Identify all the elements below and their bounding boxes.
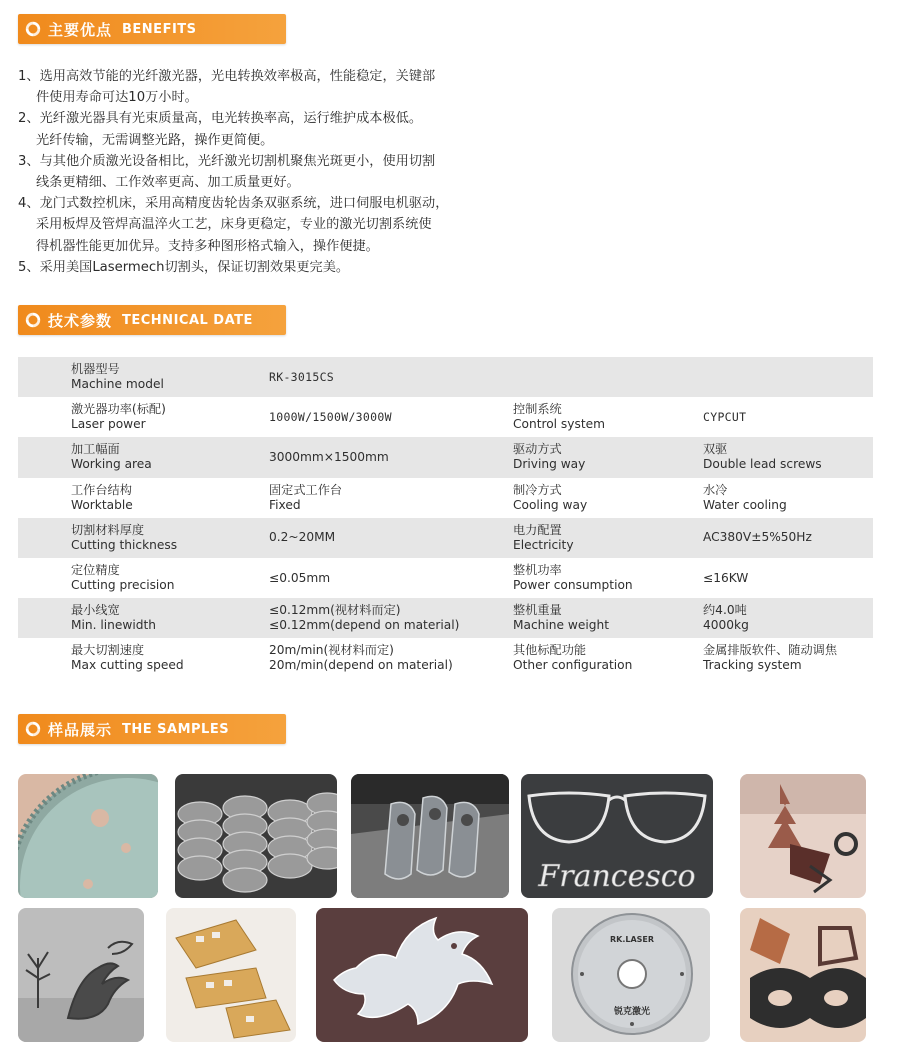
samples-header xyxy=(18,714,286,744)
spec-text: Min. linewidth xyxy=(71,618,156,633)
spec-label-right xyxy=(513,598,609,638)
benefit-item: 3、与其他介质激光设备相比，光纤激光切割机聚焦光斑更小，使用切割 线条更精细、工作效率更高、加工质量更好。 xyxy=(18,153,436,191)
spec-text: 机器型号 xyxy=(71,362,120,377)
spec-text: Working area xyxy=(71,457,152,472)
spec-value-right xyxy=(703,437,822,477)
spec-value-left xyxy=(269,437,389,477)
spec-row xyxy=(18,437,873,477)
spec-text: 双驱 xyxy=(703,442,728,457)
section-title-cn: 样品展示 xyxy=(48,720,113,739)
spec-value-right xyxy=(703,478,787,518)
spec-text: RK-3015CS xyxy=(269,369,335,384)
spec-label-right xyxy=(513,638,632,678)
gear-icon xyxy=(24,311,42,329)
spec-label-left xyxy=(71,357,164,397)
spec-text: 驱动方式 xyxy=(513,442,562,457)
spec-text: 20m/min(depend on material) xyxy=(269,658,453,673)
spec-text: Cutting thickness xyxy=(71,537,178,552)
gear-icon xyxy=(24,720,42,738)
spec-text: 定位精度 xyxy=(71,563,120,578)
spec-label-left xyxy=(71,518,177,558)
spec-value-left xyxy=(269,518,335,558)
spec-value-right xyxy=(703,638,837,678)
spec-value-left xyxy=(269,638,453,678)
sample-metal-sculptures xyxy=(18,908,144,1042)
spec-text: 0.2~20MM xyxy=(269,530,336,545)
spec-text: Laser power xyxy=(71,417,146,432)
sample-assorted-parts xyxy=(740,774,866,898)
spec-value-left xyxy=(269,598,459,638)
spec-label-right xyxy=(513,437,585,477)
benefit-item: 1、选用高效节能的光纤激光器，光电转换效率极高，性能稳定，关键部 件使用寿命可达10万小时。 xyxy=(18,69,436,106)
section-title-en: TECHNICAL DATE xyxy=(122,312,253,328)
spec-text: 其他标配功能 xyxy=(513,643,587,658)
benefit-item: 5、采用美国Lasermech切割头，保证切割效果更完美。 xyxy=(18,259,350,275)
spec-text: Electricity xyxy=(513,537,574,552)
spec-text: Fixed xyxy=(269,497,301,512)
spec-text: 整机重量 xyxy=(513,603,562,618)
spec-label-right xyxy=(513,397,605,437)
benefits-list xyxy=(18,66,538,278)
spec-text: Cooling way xyxy=(513,497,588,512)
spec-row xyxy=(18,478,873,518)
spec-text: 整机功率 xyxy=(513,563,562,578)
spec-text: ≤0.05mm xyxy=(269,570,331,585)
disc-brand-cn: 锐克激光 xyxy=(613,1007,651,1017)
benefit-item: 2、光纤激光器具有光束质量高，电光转换率高，运行维护成本极低。 光纤传输，无需调整光路，操作更简便。 xyxy=(18,111,423,148)
spec-label-right xyxy=(513,558,633,598)
spec-value-right xyxy=(703,598,749,638)
sample-gear-plate xyxy=(18,774,158,898)
spec-text: ≤16KW xyxy=(703,570,749,585)
section-title-en: THE SAMPLES xyxy=(122,721,230,737)
spec-text: Other configuration xyxy=(513,658,633,673)
spec-row xyxy=(18,357,873,397)
spec-text: 最小线宽 xyxy=(71,603,120,618)
spec-text: Power consumption xyxy=(513,578,633,593)
spec-table xyxy=(18,357,873,679)
section-title-cn: 主要优点 xyxy=(48,20,113,39)
technical-header xyxy=(18,305,286,335)
spec-text: 20m/min(视材料而定) xyxy=(269,643,394,658)
spec-text: 加工幅面 xyxy=(71,442,120,457)
spec-label-left xyxy=(71,558,175,598)
spec-text: 电力配置 xyxy=(513,522,562,537)
spec-text: 4000kg xyxy=(703,618,749,633)
spec-label-left xyxy=(71,638,184,678)
gear-icon xyxy=(24,20,42,38)
francesco-text: Francesco xyxy=(538,859,696,894)
benefit-item: 4、龙门式数控机床，采用高精度齿轮齿条双驱系统，进口伺服电机驱动， 采用板焊及管焊高温淬火工艺，床身更稳定，专业的激光切割系统使 得机器性能更加优异。支持多种图形格式输入，操作便捷。 xyxy=(18,196,449,254)
spec-row xyxy=(18,518,873,558)
spec-text: CYPCUT xyxy=(703,409,747,424)
spec-value-left xyxy=(269,397,392,437)
sample-saw-disc xyxy=(552,908,710,1042)
disc-brand: RK.LASER xyxy=(609,935,655,944)
spec-text: 水冷 xyxy=(703,482,728,497)
spec-value-left xyxy=(269,558,330,598)
spec-row xyxy=(18,397,873,437)
sample-black-parts xyxy=(740,908,866,1042)
spec-text: Cutting precision xyxy=(71,578,175,593)
sample-stacked-rings xyxy=(175,774,337,898)
spec-label-left xyxy=(71,397,166,437)
spec-text: 激光器功率(标配) xyxy=(71,402,166,417)
benefits-header xyxy=(18,14,286,44)
spec-text: Machine weight xyxy=(513,618,609,633)
spec-row xyxy=(18,638,873,678)
spec-text: Driving way xyxy=(513,457,586,472)
spec-label-left xyxy=(71,437,152,477)
sample-horse-plate xyxy=(316,908,528,1042)
spec-text: Tracking system xyxy=(703,658,802,673)
spec-text: 切割材料厚度 xyxy=(71,522,145,537)
spec-text: 约4.0吨 xyxy=(703,603,747,618)
spec-text: ≤0.12mm(视材料而定) xyxy=(269,603,401,618)
sample-gold-parts xyxy=(166,908,296,1042)
spec-text: 最大切割速度 xyxy=(71,643,145,658)
spec-row xyxy=(18,558,873,598)
spec-row xyxy=(18,598,873,638)
spec-text: 1000W/1500W/3000W xyxy=(269,409,392,424)
spec-value-left xyxy=(269,478,342,518)
spec-label-left xyxy=(71,598,156,638)
spec-value-right xyxy=(703,397,746,437)
sample-glasses-lettering xyxy=(521,774,713,898)
spec-value-left xyxy=(269,357,334,397)
spec-text: 金属排版软件、随动调焦 xyxy=(703,643,838,658)
sample-steel-brackets xyxy=(351,774,509,898)
spec-text: Control system xyxy=(513,417,605,432)
spec-text: Double lead screws xyxy=(703,457,822,472)
spec-text: Water cooling xyxy=(703,497,787,512)
spec-text: 3000mm×1500mm xyxy=(269,449,389,464)
spec-text: 固定式工作台 xyxy=(269,482,343,497)
spec-text: 控制系统 xyxy=(513,402,562,417)
spec-text: Worktable xyxy=(71,497,133,512)
spec-value-right xyxy=(703,518,812,558)
spec-label-right xyxy=(513,478,587,518)
spec-label-left xyxy=(71,478,133,518)
spec-text: ≤0.12mm(depend on material) xyxy=(269,618,460,633)
spec-label-right xyxy=(513,518,574,558)
spec-text: Machine model xyxy=(71,377,164,392)
spec-text: 工作台结构 xyxy=(71,482,132,497)
spec-text: AC380V±5%50Hz xyxy=(703,530,812,545)
spec-text: Max cutting speed xyxy=(71,658,184,673)
spec-text: 制冷方式 xyxy=(513,482,562,497)
section-title-cn: 技术参数 xyxy=(48,311,113,330)
spec-value-right xyxy=(703,558,748,598)
section-title-en: BENEFITS xyxy=(122,21,197,37)
